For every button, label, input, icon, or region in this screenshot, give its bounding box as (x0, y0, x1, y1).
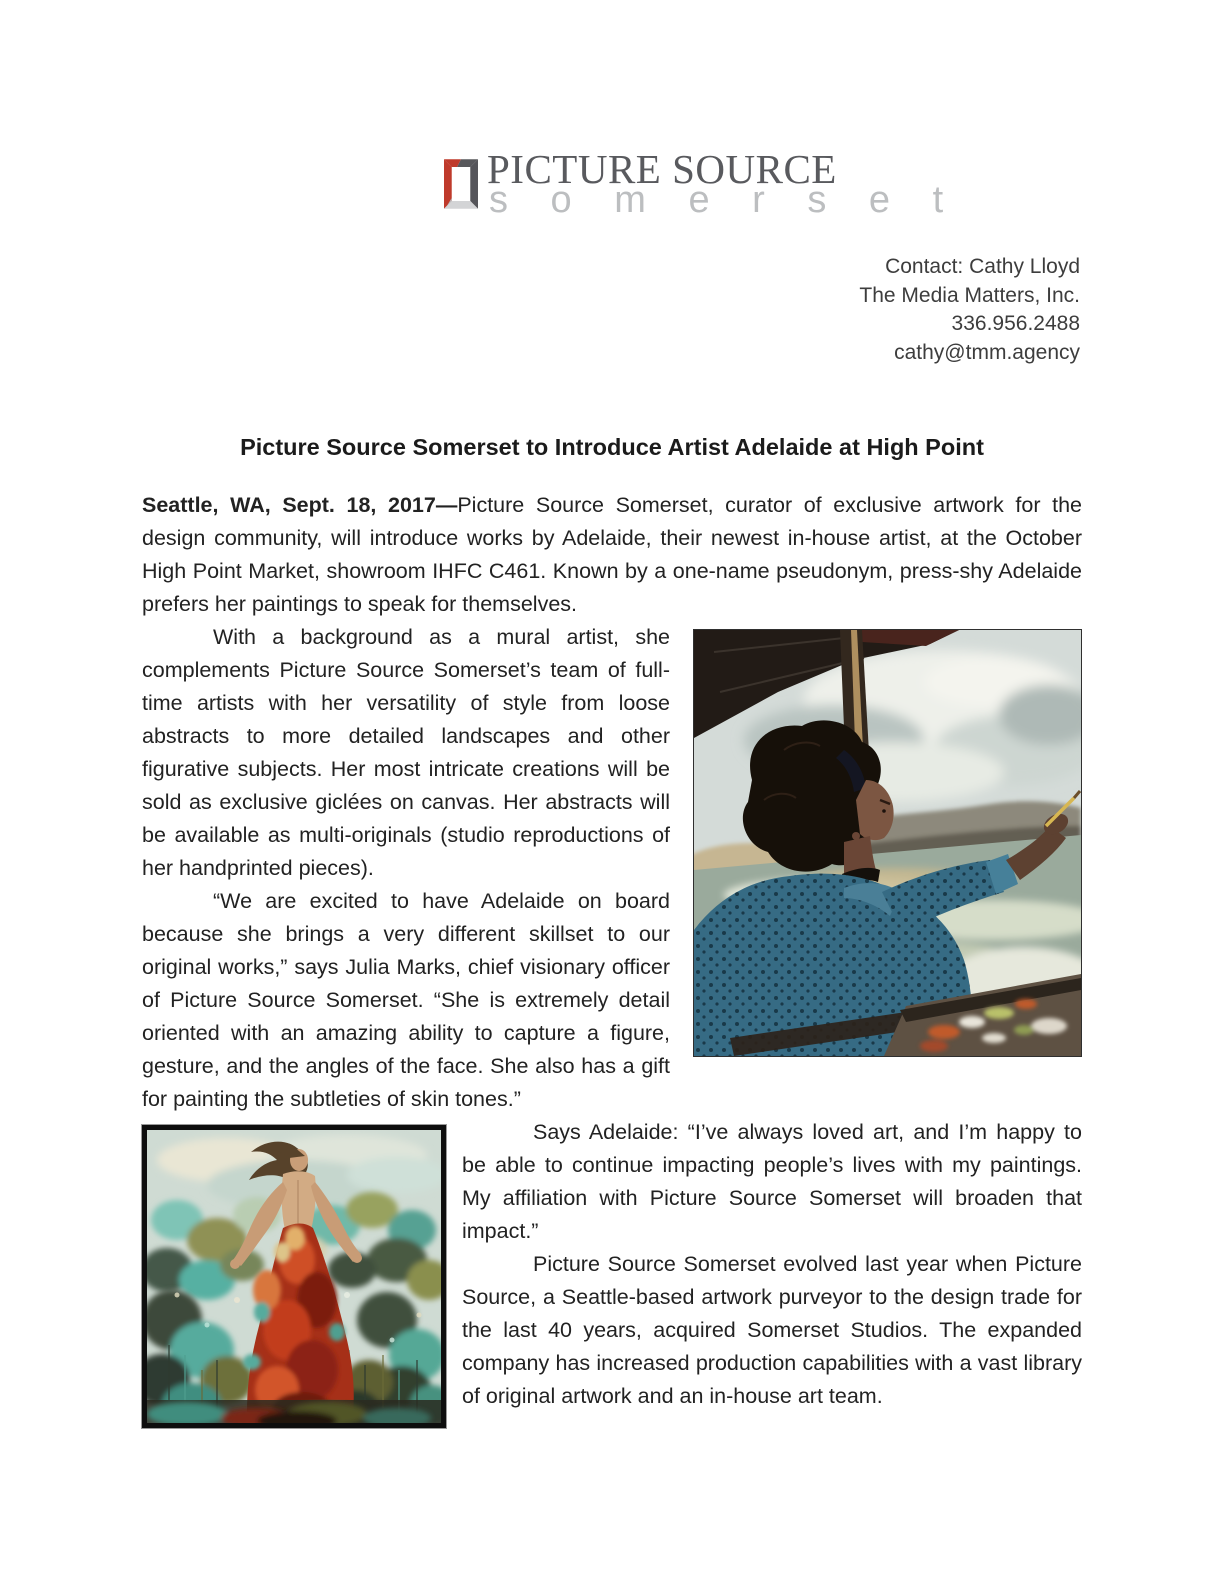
paragraph-2: With a background as a mural artist, she complements Picture Source Somerset’s team of full-time artists with her versatility of style from loose abstracts to more detailed landscapes and other figurative subjects. Her most intricate creations will be sold as exclusive giclées on canvas. Her abstracts will be available as multi-originals (studio reproductions of her handprinted pieces). (142, 625, 670, 880)
sub-brand-name: s o m e r s e t (489, 179, 960, 221)
contact-email: cathy@tmm.agency (894, 340, 1080, 364)
contact-name: Contact: Cathy Lloyd (885, 255, 1080, 278)
logo-text (487, 146, 960, 221)
contact-block (859, 253, 1080, 367)
brand-name: PICTURE SOURCE (487, 146, 837, 192)
paragraph-3: “We are excited to have Adelaide on board because she brings a very different skillset to our original works,” says Julia Marks, chief visionary officer of Picture Source Somerset. “She is extremely detail oriented with an amazing ability to capture a figure, gesture, and the angles of the face. She also has a gift for painting the subtleties of skin tones.” (142, 889, 670, 1111)
red-dress-painting (142, 1125, 446, 1428)
picture-frame-logo-icon (444, 154, 478, 214)
dateline: Seattle, WA, Sept. 18, 2017— (142, 493, 458, 517)
article (142, 430, 1082, 1440)
paragraph-dateline (142, 489, 1082, 621)
contact-phone: 336.956.2488 (951, 312, 1080, 335)
paragraph-4: Says Adelaide: “I’ve always loved art, and I’m happy to be able to continue impacting people’s lives with my paintings. My affiliation with Picture Source Somerset will broaden that impact.” (462, 1120, 1082, 1243)
paragraph-1-text: Picture Source Somerset, curator of exclusive artwork for the design community, will introduce works by Adelaide, their newest in-house artist, at the October High Point Market, showroom IHFC C461. Known by a one-name pseudonym, press-shy Adelaide prefers her paintings to speak for themselves. (142, 493, 1082, 616)
artist-photo (693, 629, 1082, 1057)
paragraph-5: Picture Source Somerset evolved last year when Picture Source, a Seattle-based artwork purveyor to the design trade for the last 40 years, acquired Somerset Studios. The expanded company has increased production capabilities with a vast library of original artwork and an in-house art team. (462, 1252, 1082, 1408)
company-logo (444, 146, 960, 221)
contact-company: The Media Matters, Inc. (859, 283, 1080, 307)
headline: Picture Source Somerset to Introduce Artist Adelaide at High Point (240, 434, 984, 460)
